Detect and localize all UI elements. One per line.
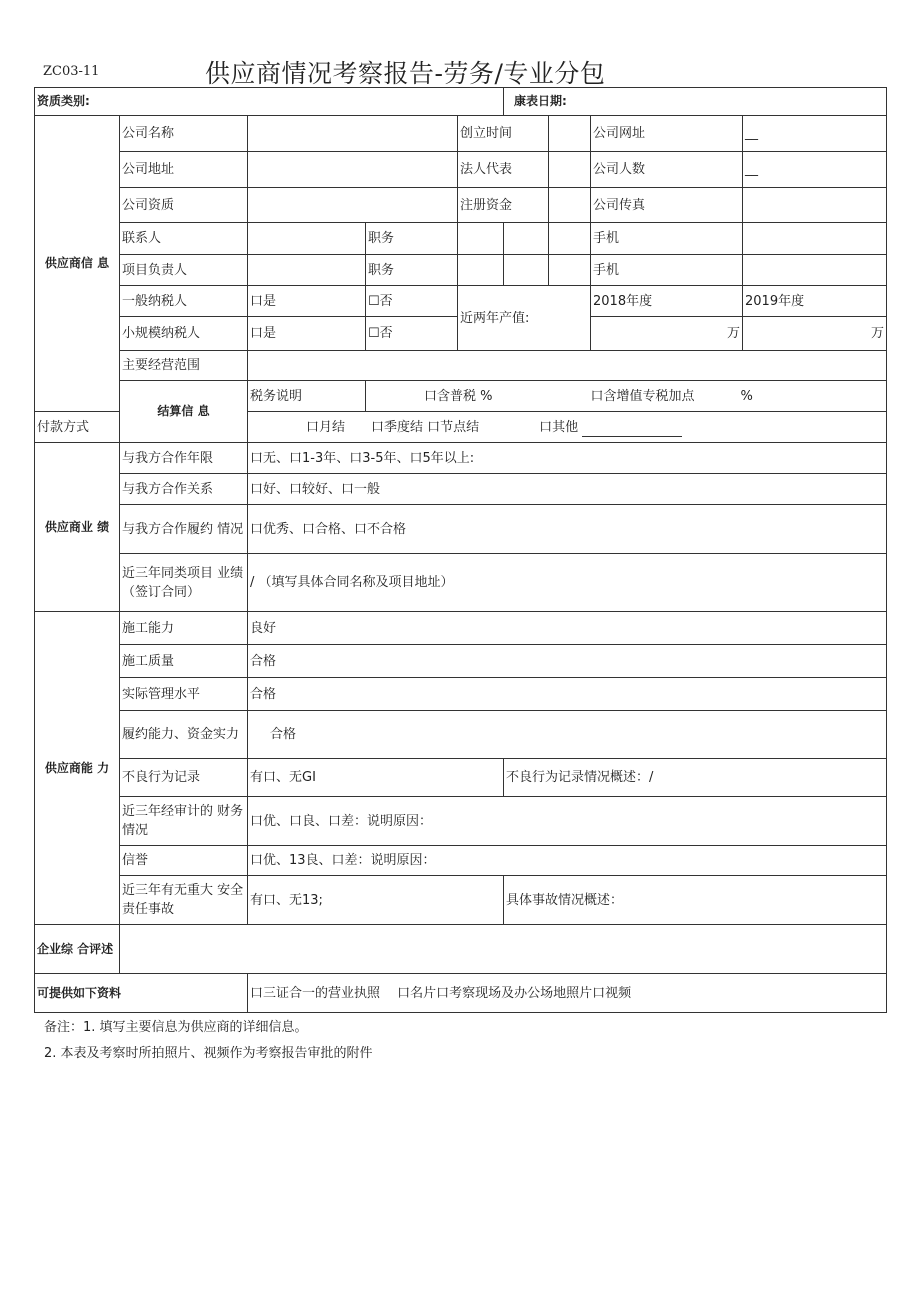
- credit-label: 信誉: [120, 846, 248, 876]
- website-field[interactable]: __: [743, 116, 887, 152]
- headcount-field[interactable]: __: [743, 152, 887, 188]
- notes: [44, 1015, 373, 1067]
- construction-quality-value[interactable]: 合格: [248, 645, 887, 678]
- audited-finance-label: 近三年经审计的 财务情况: [120, 797, 248, 846]
- founded-field[interactable]: [549, 116, 591, 152]
- position-label: 职务: [366, 223, 458, 255]
- output-label: 近两年产值:: [458, 286, 591, 351]
- evaluation-field[interactable]: [120, 925, 887, 974]
- past-projects-label: 近三年同类项目 业绩（签订合同）: [120, 554, 248, 612]
- management-level-label: 实际管理水平: [120, 678, 248, 711]
- fax-field[interactable]: [743, 188, 887, 223]
- company-name-label: 公司名称: [120, 116, 248, 152]
- construction-quality-label: 施工质量: [120, 645, 248, 678]
- qualification-type-label: 资质类别:: [35, 88, 504, 116]
- website-label: 公司网址: [591, 116, 743, 152]
- position2-field-b[interactable]: [504, 255, 549, 286]
- coop-relation-label: 与我方合作关系: [120, 474, 248, 505]
- mobile2-label: 手机: [591, 255, 743, 286]
- output-2019-field[interactable]: 万: [743, 317, 887, 351]
- legal-rep-label: 法人代表: [458, 152, 549, 188]
- tax-vat-option[interactable]: 口含增值专税加点: [590, 388, 695, 404]
- small-taxpayer-no[interactable]: ☐否: [366, 317, 458, 351]
- report-form: [34, 87, 887, 1013]
- registered-capital-field[interactable]: [549, 188, 591, 223]
- note-line-1: 备注：1. 填写主要信息为供应商的详细信息。: [44, 1020, 308, 1035]
- year-2019-label: 2019年度: [743, 286, 887, 317]
- payment-options[interactable]: [248, 412, 887, 443]
- management-level-value[interactable]: 合格: [248, 678, 887, 711]
- business-scope-field[interactable]: [248, 351, 887, 381]
- safety-accident-label: 近三年有无重大 安全责任事故: [120, 876, 248, 925]
- project-manager-label: 项目负责人: [120, 255, 248, 286]
- mobile-label: 手机: [591, 223, 743, 255]
- coop-fulfill-label: 与我方合作履约 情况: [120, 505, 248, 554]
- bad-record-description[interactable]: 不良行为记录情况概述：/: [504, 759, 887, 797]
- registered-capital-label: 注册资金: [458, 188, 549, 223]
- contact-field[interactable]: [248, 223, 366, 255]
- position2-field-a[interactable]: [458, 255, 504, 286]
- materials-label: 可提供如下资料: [35, 974, 248, 1013]
- safety-accident-description[interactable]: 具体事故情况概述：: [504, 876, 887, 925]
- mobile-field[interactable]: [743, 223, 887, 255]
- bad-record-options[interactable]: 有口、无GI: [248, 759, 504, 797]
- payment-other-blank[interactable]: [582, 424, 682, 437]
- coop-relation-options[interactable]: 口好、口较好、口一般: [248, 474, 887, 505]
- contact-label: 联系人: [120, 223, 248, 255]
- materials-options[interactable]: 口三证合一的营业执照 口名片口考察现场及办公场地照片口视频: [248, 974, 887, 1013]
- section-performance: 供应商业 绩: [35, 443, 120, 612]
- payment-label: 付款方式: [35, 412, 120, 443]
- bad-record-label: 不良行为记录: [120, 759, 248, 797]
- qualification-field[interactable]: [248, 188, 458, 223]
- general-taxpayer-label: 一般纳税人: [120, 286, 248, 317]
- credit-options[interactable]: 口优、13良、口差：说明原因：: [248, 846, 887, 876]
- qualification-label: 公司资质: [120, 188, 248, 223]
- fill-date-label: 康表日期:: [504, 88, 887, 116]
- coop-years-label: 与我方合作年限: [120, 443, 248, 474]
- construction-ability-label: 施工能力: [120, 612, 248, 645]
- section-supplier-info: 供应商信 息: [35, 116, 120, 412]
- address-label: 公司地址: [120, 152, 248, 188]
- position-field-a[interactable]: [458, 223, 504, 255]
- tax-normal-option[interactable]: 口含普税 %: [424, 388, 493, 404]
- section-settlement: 结算信 息: [120, 381, 248, 443]
- coop-fulfill-options[interactable]: 口优秀、口合格、口不合格: [248, 505, 887, 554]
- tax-label: 税务说明: [248, 381, 366, 412]
- general-taxpayer-yes[interactable]: 口是: [248, 286, 366, 317]
- section-capability: 供应商能 力: [35, 612, 120, 925]
- small-taxpayer-yes[interactable]: 口是: [248, 317, 366, 351]
- business-scope-label: 主要经营范围: [120, 351, 248, 381]
- audited-finance-options[interactable]: 口优、口良、口差：说明原因：: [248, 797, 887, 846]
- payment-other-option[interactable]: 口其他: [539, 419, 579, 435]
- evaluation-label: 企业综 合评述: [35, 925, 120, 974]
- year-2018-label: 2018年度: [591, 286, 743, 317]
- payment-term-options[interactable]: 口月结 口季度结 口节点结: [306, 419, 480, 435]
- tax-options[interactable]: [366, 381, 887, 412]
- general-taxpayer-no[interactable]: ☐否: [366, 286, 458, 317]
- coop-years-options[interactable]: 口无、口1-3年、口3-5年、口5年以上:: [248, 443, 887, 474]
- position2-label: 职务: [366, 255, 458, 286]
- founded-label: 创立时间: [458, 116, 549, 152]
- address-field[interactable]: [248, 152, 458, 188]
- project-manager-field[interactable]: [248, 255, 366, 286]
- position-field-b[interactable]: [504, 223, 549, 255]
- construction-ability-value[interactable]: 良好: [248, 612, 887, 645]
- note-line-2: 2. 本表及考察时所拍照片、视频作为考察报告审批的附件: [44, 1046, 373, 1061]
- small-taxpayer-label: 小规模纳税人: [120, 317, 248, 351]
- position-field-c[interactable]: [549, 223, 591, 255]
- headcount-label: 公司人数: [591, 152, 743, 188]
- safety-accident-options[interactable]: 有口、无13;: [248, 876, 504, 925]
- fax-label: 公司传真: [591, 188, 743, 223]
- output-2018-field[interactable]: 万: [591, 317, 743, 351]
- company-name-field[interactable]: [248, 116, 458, 152]
- past-projects-field[interactable]: / （填写具体合同名称及项目地址）: [248, 554, 887, 612]
- position2-field-c[interactable]: [549, 255, 591, 286]
- document-code: ZC03-11: [43, 64, 100, 79]
- fulfill-capital-label: 履约能力、资金实力: [120, 711, 248, 759]
- legal-rep-field[interactable]: [549, 152, 591, 188]
- mobile2-field[interactable]: [743, 255, 887, 286]
- tax-percent: %: [740, 388, 753, 404]
- fulfill-capital-value[interactable]: 合格: [248, 711, 887, 759]
- document-title: 供应商情况考察报告-劳务/专业分包: [205, 59, 606, 88]
